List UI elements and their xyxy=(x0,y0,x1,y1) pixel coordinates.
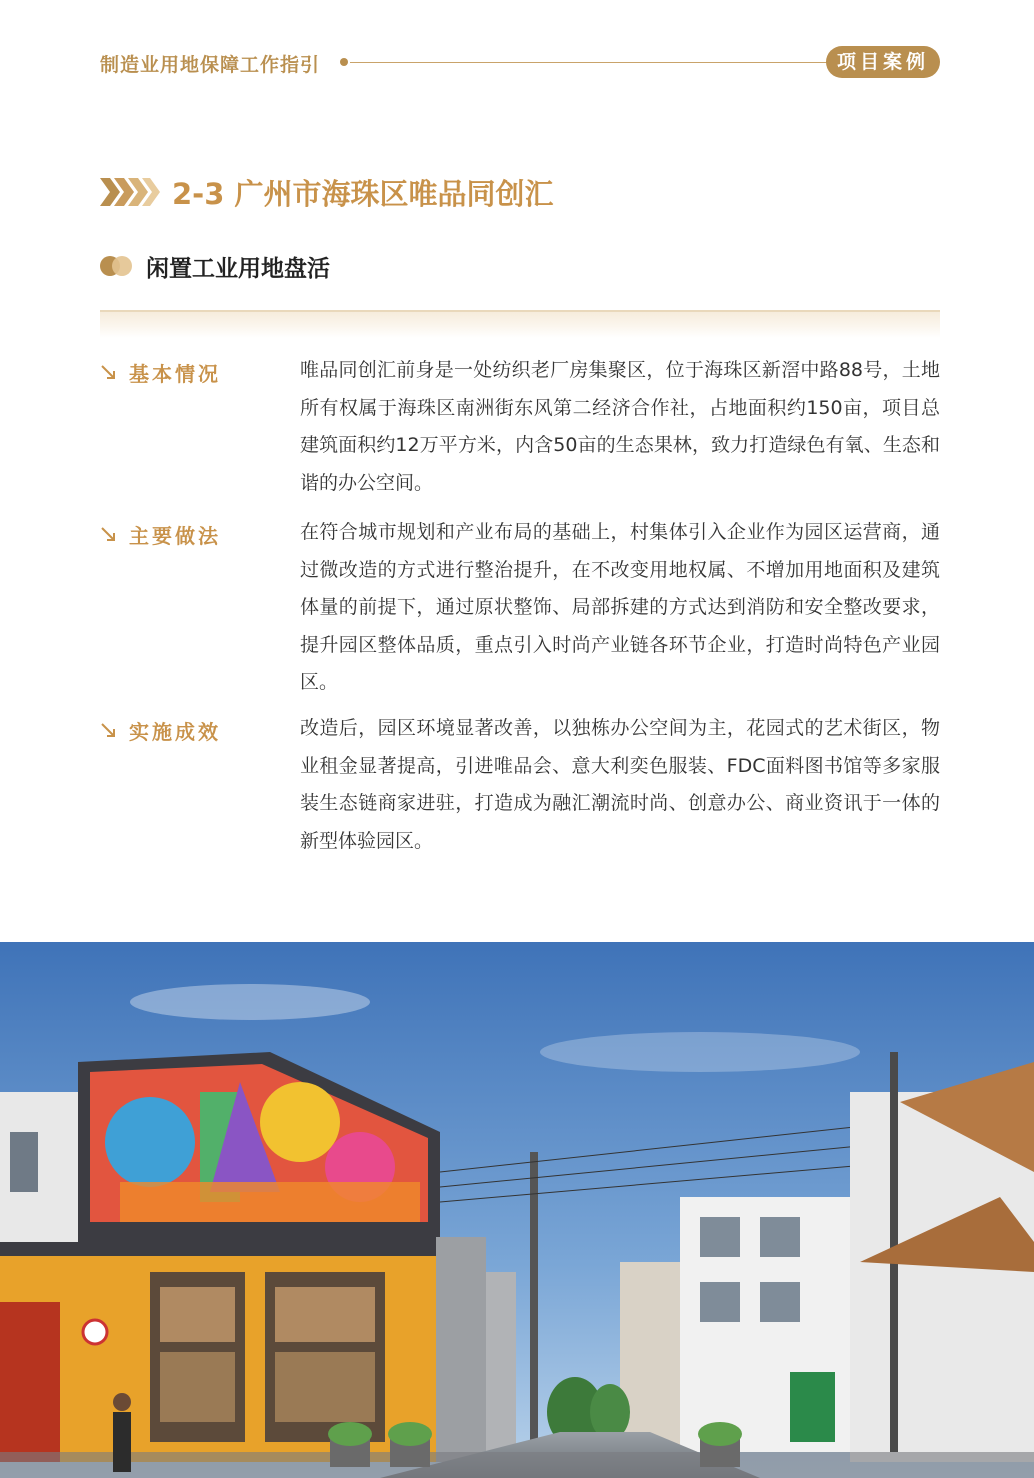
item-label xyxy=(100,358,280,388)
item-body: 在符合城市规划和产业布局的基础上，村集体引入企业作为园区运营商，通过微改造的方式进行整治提升，在不改变用地权属、不增加用地面积及建筑体量的前提下，通过原状整饰、局部拆建的方式达到消防和安全整改要求，提升园区整体品质，重点引入时尚产业链各环节企业，打造时尚特色产业园区。 xyxy=(300,521,940,694)
item-body: 改造后，园区环境显著改善，以独栋办公空间为主，花园式的艺术街区，物业租金显著提高，引进唯品会、意大利奕色服装、FDC面料图书馆等多家服装生态链商家进驻，打造成为融汇潮流时尚、创意办公、商业资讯于一体的新型体验园区。 xyxy=(300,717,940,852)
street-scene-illustration xyxy=(0,942,1034,1478)
item-label-text: 主要做法 xyxy=(129,524,221,548)
document-title: 制造业用地保障工作指引 xyxy=(100,54,321,76)
item-label-text: 基本情况 xyxy=(129,362,221,386)
item-body: 唯品同创汇前身是一处纺织老厂房集聚区，位于海珠区新滘中路88号，土地所有权属于海珠区南洲街东风第二经济合作社，占地面积约150亩，项目总建筑面积约12万平方米，内含50亩的生态果林，致力打造绿色有氧、生态和谐的办公空间。 xyxy=(300,359,940,494)
bullet-circles-icon xyxy=(100,256,134,276)
section-title: 2-3 广州市海珠区唯品同创汇 xyxy=(172,177,554,211)
divider-band xyxy=(100,310,940,338)
item-label-text: 实施成效 xyxy=(129,720,221,744)
arrow-diagonal-icon xyxy=(100,526,118,544)
chevrons-icon xyxy=(100,176,160,208)
subsection-title: 闲置工业用地盘活 xyxy=(146,256,330,282)
section-badge: 项目案例 xyxy=(826,46,940,78)
item-label xyxy=(100,716,280,746)
header-dot xyxy=(340,58,348,66)
arrow-diagonal-icon xyxy=(100,722,118,740)
page-header xyxy=(100,46,940,80)
street-photo xyxy=(0,942,1034,1478)
arrow-diagonal-icon xyxy=(100,364,118,382)
item-label xyxy=(100,520,280,550)
